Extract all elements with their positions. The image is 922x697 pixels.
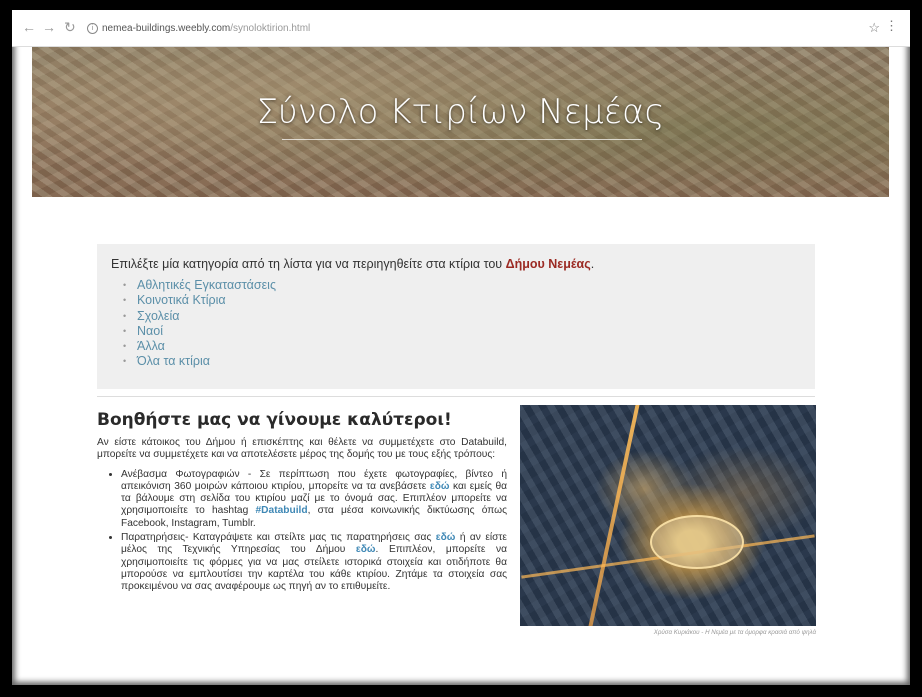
category-list xyxy=(123,278,276,370)
help-item1-text-a: Ανέβασμα Φωτογραφιών - Σε περίπτωση που έχετε φωτογραφίες, βίντεο ή απεικόνιση 360 μοιρών κάποιου κτιρίου, μπορείτε να τα ανεβάσετε xyxy=(121,468,507,492)
title-underline xyxy=(282,139,642,140)
upload-photos-link[interactable]: εδώ xyxy=(429,480,450,492)
section-divider xyxy=(97,396,815,397)
url-field[interactable] xyxy=(87,21,310,37)
url-host: nemea-buildings.weebly.com xyxy=(102,23,231,34)
help-item-photos xyxy=(121,469,507,530)
hashtag-link[interactable]: #Databuild xyxy=(255,505,308,517)
photo-street xyxy=(589,405,640,626)
back-icon[interactable]: ← xyxy=(22,19,36,35)
observations-link[interactable]: εδώ xyxy=(435,532,456,544)
help-item2-text-a: Παρατηρήσεις- Καταγράψετε και στείλτε μας τις παρατηρήσεις σας xyxy=(121,532,436,544)
intro-text: Επιλέξτε μία κατηγορία από τη λίστα για να περιηγηθείτε στα κτίρια του xyxy=(111,257,506,271)
photo-caption: Χρύσα Κυριάκου - Η Νεμέα με τα όμορφα κρασιά από ψηλά xyxy=(653,629,816,636)
category-box xyxy=(97,244,815,389)
help-item2-text-c: . Επιπλέον, μπορείτε να χρησιμοποιείτε τις φόρμες για να μας στείλετε ιστορικά στοιχεία και οτιδήποτε θα μπορούσε να εμπλουτίσει την καρτέλα του κάθε κτιρίου. Ζητάμε τα στοιχεία σας προκειμένου να σας αναφέρουμε ως πηγή αν το επιθυμείτε. xyxy=(121,544,508,593)
help-body xyxy=(97,437,507,596)
browser-address-bar xyxy=(12,10,910,47)
help-item1-text-c: , στα μέσα κοινωνικής δικτύωσης όπως Facebook, Instagram, Tumblr. xyxy=(121,505,507,529)
info-icon[interactable]: i xyxy=(87,23,98,34)
technical-service-link[interactable]: εδώ xyxy=(355,544,376,556)
page-frame xyxy=(12,10,910,685)
category-link-schools[interactable]: • Σχολεία xyxy=(123,309,276,324)
help-list xyxy=(97,469,507,594)
category-link-other[interactable]: • Άλλα xyxy=(123,339,276,354)
help-item2-text-b: ή αν είστε μέλος της Τεχνικής Υπηρεσίας του Δήμου xyxy=(121,532,507,556)
url-path: /synoloktirion.html xyxy=(230,23,311,34)
help-intro: Αν είστε κάτοικος του Δήμου ή επισκέπτης και θέλετε να συμμετέχετε στο Databuild, μπορείτε να συμμετέχετε και να αποτελέσετε μέρος της δομής του με τους εξής τρόπους: xyxy=(97,437,507,461)
help-item1-text-b: και εμείς θα τα βάλουμε στη σελίδα του κτιρίου μαζί με το όνομά σας. Επιπλέον μπορείτε να χρησιμοποιείτε το hashtag xyxy=(121,480,507,517)
bookmark-star-icon[interactable]: ☆ xyxy=(868,20,880,35)
category-intro xyxy=(111,257,594,271)
help-heading: Βοηθήστε μας να γίνουμε καλύτεροι! xyxy=(97,410,452,430)
category-link-sports[interactable]: • Αθλητικές Εγκαταστάσεις xyxy=(123,278,276,293)
forward-icon[interactable]: → xyxy=(42,19,56,35)
category-link-community[interactable]: • Κοινοτικά Κτίρια xyxy=(123,293,276,308)
photo-plaza xyxy=(650,515,744,569)
browser-menu-icon[interactable]: ⋮ xyxy=(885,18,898,33)
help-item-observations xyxy=(121,532,507,593)
category-link-churches[interactable]: • Ναοί xyxy=(123,324,276,339)
aerial-night-photo xyxy=(520,405,816,626)
category-link-all[interactable]: • Όλα τα κτίρια xyxy=(123,354,276,369)
header-banner xyxy=(32,47,889,197)
intro-bold: Δήμου Νεμέας xyxy=(505,257,591,271)
intro-end: . xyxy=(590,257,595,271)
page-title: Σύνολο Κτιρίων Νεμέας xyxy=(256,92,665,132)
reload-icon[interactable]: ↻ xyxy=(64,19,76,35)
